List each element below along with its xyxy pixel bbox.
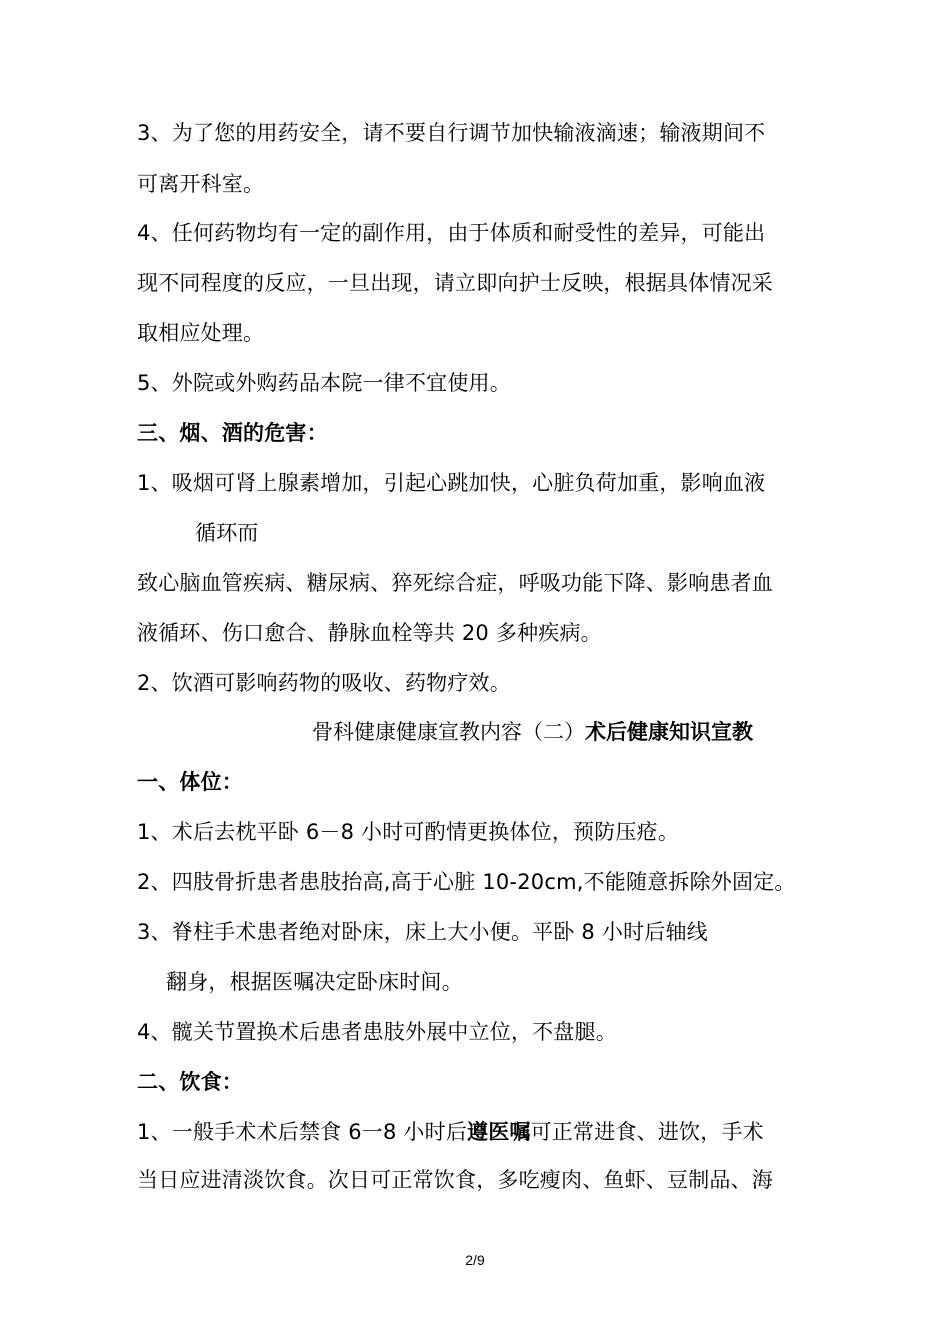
paragraph-line: 当日应进清淡饮食。次日可正常饮食，多吃瘦肉、鱼虾、豆制品、海 — [137, 1168, 773, 1192]
section-heading: 二、饮食： — [137, 1070, 243, 1094]
paragraph-line: 3、为了您的用药安全，请不要自行调节加快输液滴速；输液期间不 — [137, 121, 766, 145]
paragraph-line: 3、脊柱手术患者绝对卧床，床上大小便。平卧 8 小时后轴线 — [137, 920, 708, 944]
paragraph-line — [137, 1118, 764, 1146]
document-title — [312, 718, 753, 746]
paragraph-line: 2、四肢骨折患者患肢抬高,高于心脏 10-20cm,不能随意拆除外固定。 — [137, 870, 796, 894]
page-number: 2/9 — [465, 1252, 485, 1268]
paragraph-line: 1、吸烟可肾上腺素增加，引起心跳加快，心脏负荷加重，影响血液 — [137, 471, 766, 495]
title-normal: 骨科健康健康宣教内容（二） — [312, 720, 585, 744]
diet-text-after: 可正常进食、进饮，手术 — [530, 1120, 764, 1144]
diet-text-before: 1、一般手术术后禁食 6一8 小时后 — [137, 1120, 468, 1144]
paragraph-line: 4、任何药物均有一定的副作用，由于体质和耐受性的差异，可能出 — [137, 221, 766, 245]
paragraph-line: 2、饮酒可影响药物的吸收、药物疗效。 — [137, 671, 511, 695]
paragraph-line: 液循环、伤口愈合、静脉血栓等共 20 多种疾病。 — [137, 621, 602, 645]
paragraph-line: 4、髋关节置换术后患者患肢外展中立位，不盘腿。 — [137, 1020, 617, 1044]
paragraph-line: 翻身，根据医嘱决定卧床时间。 — [166, 970, 463, 994]
paragraph-line: 致心脑血管疾病、糖尿病、猝死综合症，呼吸功能下降、影响患者血 — [137, 571, 773, 595]
paragraph-line: 循环而 — [195, 521, 259, 545]
paragraph-line: 5、外院或外购药品本院一律不宜使用。 — [137, 371, 511, 395]
section-heading: 三、烟、酒的危害： — [137, 421, 328, 445]
paragraph-line: 可离开科室。 — [137, 172, 265, 196]
paragraph-line: 现不同程度的反应，一旦出现，请立即向护士反映，根据具体情况采 — [137, 271, 773, 295]
diet-text-emphasis: 遵医嘱 — [467, 1120, 531, 1144]
paragraph-line: 取相应处理。 — [137, 321, 265, 345]
paragraph-line: 1、术后去枕平卧 6－8 小时可酌情更换体位，预防压疮。 — [137, 820, 680, 844]
title-bold: 术后健康知识宣教 — [585, 720, 753, 744]
section-heading: 一、体位： — [137, 770, 243, 794]
